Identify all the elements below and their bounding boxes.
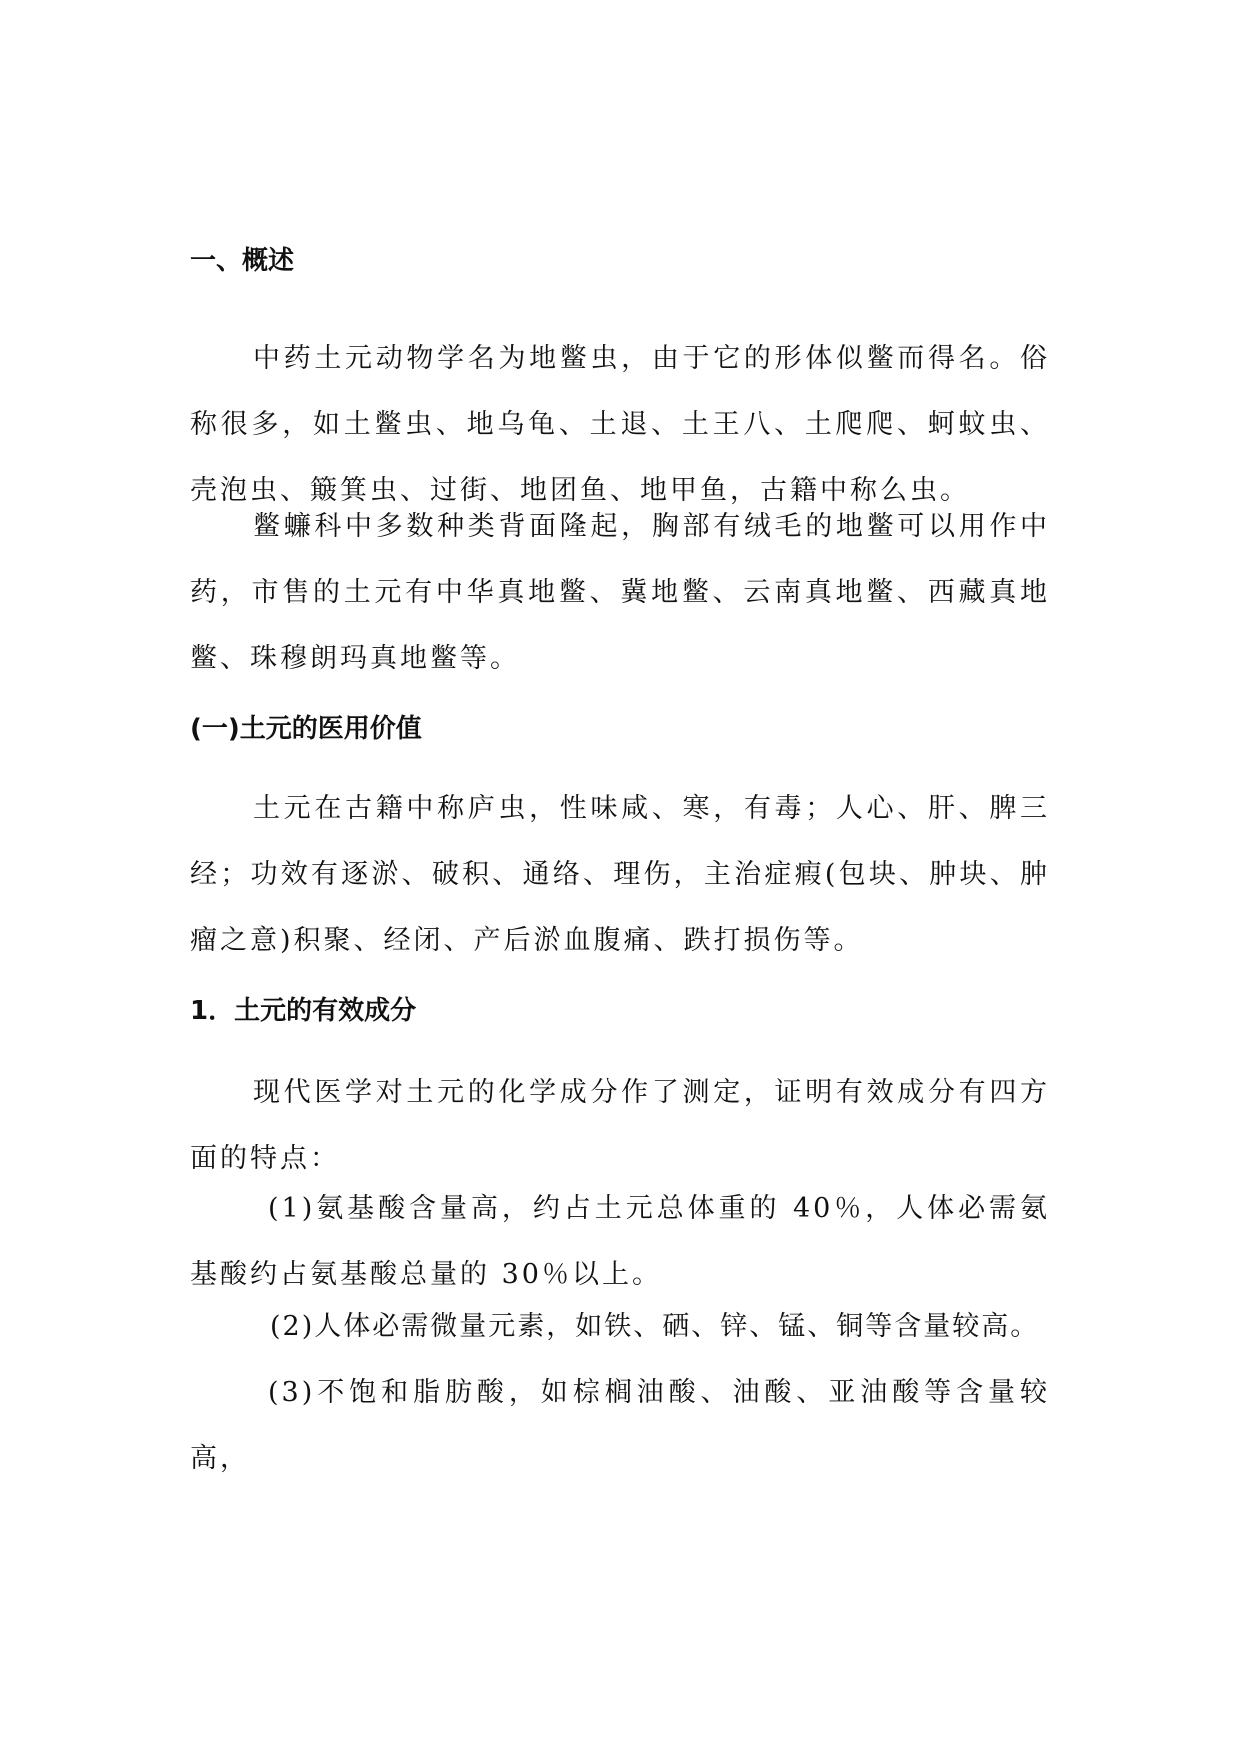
paragraph-chemical-analysis: 现代医学对土元的化学成分作了测定，证明有效成分有四方面的特点：: [190, 1077, 1050, 1174]
paragraph-tuyuan-species: 鳖蠊科中多数种类背面隆起，胸部有绒毛的地鳖可以用作中药，市售的土元有中华真地鳖、冀地鳖、云南真地鳖、西藏真地鳖、珠穆朗玛真地鳖等。: [190, 511, 1050, 674]
section-heading-medical-value: (一)土元的医用价值: [190, 714, 422, 744]
paragraph-tuyuan-names: 中药土元动物学名为地鳖虫，由于它的形体似鳖而得名。俗称很多，如土鳖虫、地乌龟、土退、土王八、土爬爬、蚵蚊虫、壳泡虫、簸箕虫、过街、地团鱼、地甲鱼，古籍中称么虫。: [190, 343, 1050, 506]
paragraph-medical-properties: 土元在古籍中称庐虫，性味咸、寒，有毒；人心、肝、脾三经；功效有逐淤、破积、通络、理伤，主治症瘕(包块、肿块、肿瘤之意)积聚、经闭、产后淤血腹痛、跌打损伤等。: [190, 793, 1050, 956]
section-heading-overview: 一、概述: [190, 246, 295, 276]
list-item-amino-acids: (1)氨基酸含量高，约占土元总体重的 40％，人体必需氨基酸约占氨基酸总量的 30％以上。: [190, 1193, 1050, 1290]
list-item-fatty-acids: (3)不饱和脂肪酸，如棕榈油酸、油酸、亚油酸等含量较高，: [190, 1377, 1050, 1474]
list-item-trace-elements: (2)人体必需微量元素，如铁、硒、锌、锰、铜等含量较高。: [270, 1311, 1040, 1342]
section-heading-active-ingredients: 1．土元的有效成分: [190, 996, 417, 1026]
